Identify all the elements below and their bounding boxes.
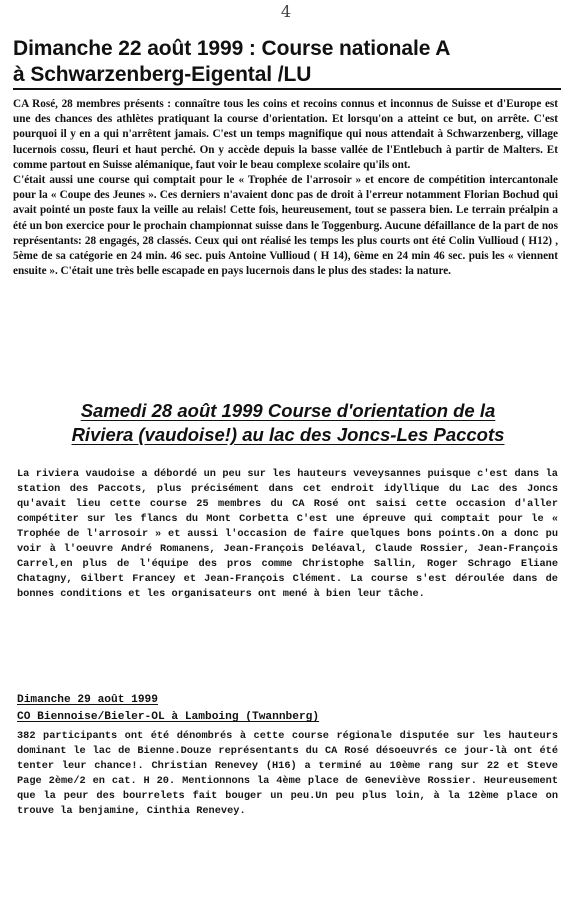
article1-title-line1: Dimanche 22 août 1999 : Course nationale A [13,37,451,60]
article1-paragraph-2: C'était aussi une course qui comptait pour le « Trophée de l'arrosoir » et encore de compétition intercantonale pour la « Coupe des Jeunes ». Ces derniers n'avaient donc pas de droit à l'erreur notamment Florian Bochud qui avait pointé un poste faux la veille au relais! Cette fois, heureusement, tout se passera bien. Le terrain préalpin a été un bon exercice pour le prochain championnat suisse dans le Toggenburg. Aucune défaillance de la part de nos représentants: 28 engagés, 28 classés. Ceux qui ont réalisé les temps les plus courts ont été Colin Vullioud ( H12) , 5ème de sa catégorie en 24 min. 46 sec. puis Antoine Vullioud ( H 14), 6ème en 24 min 46 sec. puis les « viennent ensuite ». C'était une très belle escapade en pays lucernois dans le plus des stades: la nature. [13,174,558,278]
page-number: 4 [280,2,292,21]
article1-title [13,36,561,88]
article2-body [17,467,558,602]
article3-paragraph: 382 participants ont été dénombrés à cette course régionale disputée sur les hauteurs dominant le lac de Bienne.Douze représentants du CA Rosé désoeuvrés ce jour-là ont été tenter leur chance!. Christian Renevey (H16) a terminé au 10ème rang sur 22 et Steve Page 2ème/2 en cat. H 20. Mentionnons la 4ème place de Geneviève Rossier. Heureusement que la peur des bourrelets fait bouger un peu.Un peu plus loin, à la 12ème place on trouve la benjamine, Cinthia Renevey. [17,730,558,817]
article2-title [18,399,558,447]
article1-body [13,97,558,279]
article1-paragraph-1: CA Rosé, 28 membres présents : connaître tous les coins et recoins connus et inconnus de Suisse et d'Europe est une des chances des athlètes pratiquant la course d'orientation. Et lorsqu'on a atteint ce but, on arrête. C'est pourquoi il y en a qui n'arrêtent jamais. C'est un temps magnifique qui nous attendait à Schwarzenberg, village lucernois cossu, fleuri et haut perché. On y accède depuis la basse vallée de l'Entlebuch à partir de Malters. Et comme partout en Suisse alémanique, faut voir le beau complexe scolaire qu'ils ont. [13,98,558,171]
article3-heading [17,692,558,726]
article3-date: Dimanche 29 août 1999 [17,694,158,706]
article2-title-line2: Riviera (vaudoise!) au lac des Joncs-Les Paccots [71,424,505,445]
article3-title: CO Biennoise/Bieler-OL à Lamboing (Twannberg) [17,711,320,723]
article1-title-line2: à Schwarzenberg-Eigental /LU [13,63,312,86]
article2-paragraph: La riviera vaudoise a débordé un peu sur les hauteurs veveysannes puisque c'est dans la station des Paccots, plus précisément dans cet endroit idyllique du Lac des Joncs qu'avait lieu cette course 25 membres du CA Rosé ont saisi cette occasion d'aller compétiter sur les flancs du Mont Corbetta C'est une épreuve qui comptait pour le « Trophée de l'arrosoir » et aussi l'occasion de faire quelques bons points.On a donc pu voir à l'oeuvre André Romanens, Jean-François Deléaval, Claude Rossier, Jean-François Carrel,en plus de l'équipe des pros comme Christophe Sallin, Roger Schrago Eliane Chatagny, Gilbert Francey et Jean-François Clément. La course s'est déroulée dans de bonnes conditions et les organisateurs ont mené à bien leur tâche. [17,468,558,600]
article3-body [17,729,558,819]
article2-title-line1: Samedi 28 août 1999 Course d'orientation de la [80,400,496,421]
article1-title-underline [13,88,561,90]
